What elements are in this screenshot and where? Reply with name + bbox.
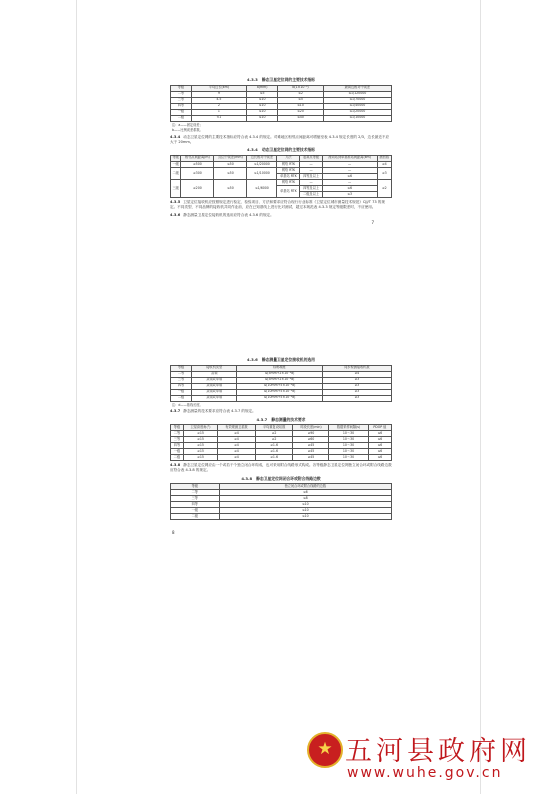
table-cell: ≥45 — [293, 443, 329, 449]
header-cell: PDOP 值 — [368, 425, 391, 431]
clause-number: 4.3.4 — [170, 134, 181, 139]
table-title-text: 静态卫星定位网闭合环或附合线路边数 — [256, 475, 321, 481]
table-cell: — — [322, 167, 377, 173]
header-cell: 数据采样间隔(s) — [329, 425, 368, 431]
table-cell: 10～30 — [329, 449, 368, 455]
table-cell: — — [322, 180, 377, 186]
header-cell: 平均重复设站数 — [255, 425, 293, 431]
table-note: 注：d——基线长度。 — [172, 402, 203, 407]
table-cell: 二级 — [171, 514, 220, 520]
table-cell: 双频或单频 — [192, 395, 237, 401]
clause-4-3-4 — [170, 135, 392, 145]
clause-text: 静态测量的技术要求应符合表 4.3.7 的规定。 — [183, 409, 256, 414]
table-cell: ≤6 — [368, 449, 391, 455]
table-4-3-8-title — [170, 476, 392, 482]
table-cell: 双频或单频 — [192, 377, 237, 383]
table-cell: 10～30 — [329, 443, 368, 449]
table-cell: ≥90 — [293, 431, 329, 437]
table-4-3-3 — [170, 85, 392, 122]
table-cell: 双频或单频 — [192, 383, 237, 389]
site-watermark — [295, 728, 557, 786]
page-number-lower: 8 — [172, 530, 175, 536]
table-title-text: 静态测量卫星定位接收机的选用 — [261, 357, 315, 362]
table-cell: 二级 — [171, 167, 181, 179]
table-cell: ≤6 — [368, 443, 391, 449]
table-cell: 二级 — [171, 455, 184, 461]
table-cell: ≥15 — [183, 455, 217, 461]
table-cell: ≤50 — [214, 167, 247, 179]
table-cell: ≥15 — [183, 431, 217, 437]
table-cell: ≥3 — [322, 395, 391, 401]
table-cell: 网络 RTK — [277, 180, 300, 186]
site-name: 五河县政府网 — [345, 736, 531, 767]
table-cell: 网络 RTK — [277, 161, 300, 167]
table-cell: — — [300, 161, 322, 167]
table-cell: — — [300, 180, 322, 186]
table-cell: ≤6 — [219, 490, 391, 496]
table-cell: 二等 — [171, 371, 192, 377]
table-cell: ≤5 — [246, 91, 277, 97]
table-cell: ≥4 — [218, 443, 256, 449]
table-number: 4.3.4 — [247, 147, 258, 153]
header-cell: 标称精度 — [237, 365, 322, 371]
header-cell: 卫星高度角(°) — [183, 425, 217, 431]
table-cell: 二等 — [171, 431, 184, 437]
header-cell: 独立闭合环或附合线路的边数 — [219, 484, 391, 490]
table-cell: ≤1/6000 — [247, 180, 277, 198]
table-number: 4.3.3 — [247, 77, 258, 82]
table-cell: 三等 — [171, 377, 192, 383]
clause-4-3-6 — [170, 213, 392, 218]
table-cell: ≤(10mm+5×10⁻⁶d) — [237, 383, 322, 389]
table-cell: 一级 — [171, 449, 184, 455]
header-cell: 平均边长(km) — [191, 85, 246, 91]
page-number-upper: 7 — [371, 219, 374, 225]
clause-text: 卫星定位接收机应按照规定进行检定、检验项目、方法和要求应符合现行行业标准《卫星定位城市测量技术规范》CJJ/T 73 的规定。不同类型、不同品牌的接收机共同作业前，应在已知基线上进行比对测试，超过本规范表 4.3.3 规定等级限差时，不应使用。 — [170, 200, 385, 210]
clause-number: 4.3.6 — [170, 212, 181, 217]
clause-4-3-5 — [170, 200, 392, 210]
table-cell: 网络 RTK — [277, 167, 300, 173]
table-cell: ≤5 — [278, 97, 323, 103]
table-cell: <1 — [191, 115, 246, 121]
table-4-3-4-title — [170, 147, 392, 153]
page-border-right — [480, 0, 481, 794]
table-cell: 三等 — [171, 437, 184, 443]
table-cell: ≤1/20000 — [247, 161, 277, 167]
table-cell: ≥45 — [293, 449, 329, 455]
header-cell: 边长相对中误差 — [247, 155, 277, 161]
table-4-3-3-title — [170, 77, 392, 83]
table-cell: 四等及以上 — [300, 173, 322, 179]
table-cell: 二级及以上 — [300, 192, 322, 198]
header-cell: 点位中误差(mm) — [214, 155, 247, 161]
table-cell: ≥60 — [293, 437, 329, 443]
table-cell: 一级 — [171, 389, 192, 395]
table-cell: ≤10 — [219, 514, 391, 520]
table-cell: 单基站 RTK — [277, 186, 300, 198]
table-cell: ≤20 — [278, 109, 323, 115]
table-cell: ≤1/70000 — [323, 97, 391, 103]
table-cell: ≤50 — [214, 180, 247, 198]
table-cell: 二级 — [171, 115, 192, 121]
header-cell: 等级 — [171, 425, 184, 431]
table-cell: ≥3 — [322, 389, 391, 395]
table-row — [171, 115, 392, 121]
table-cell: ≤6 — [368, 437, 391, 443]
table-cell: ≥4 — [322, 371, 391, 377]
table-cell: 二等 — [171, 91, 192, 97]
table-cell: 双频 — [192, 371, 237, 377]
header-cell: 流动站到单基准站间距离(km) — [322, 155, 377, 161]
table-4-3-7-title — [170, 417, 392, 423]
table-cell: 单基站 RTK — [277, 173, 300, 179]
clause-text: 静态测量卫星定位接收机的选用应符合表 4.3.6 的规定。 — [183, 212, 274, 217]
table-cell: — — [322, 161, 377, 167]
clause-4-3-7 — [170, 409, 392, 414]
table-cell: 4.5 — [191, 97, 246, 103]
table-cell: ≥200 — [181, 180, 214, 198]
table-cell: ≤1/10000 — [323, 115, 391, 121]
table-cell: ≤10 — [246, 109, 277, 115]
clause-number: 4.3.5 — [170, 200, 181, 205]
scan-page-lower — [170, 356, 392, 536]
header-cell: 等级 — [172, 155, 179, 160]
table-row — [171, 514, 392, 520]
table-cell: ≤6 — [322, 173, 377, 179]
table-cell: 三等 — [171, 496, 220, 502]
table-cell: ≥15 — [183, 449, 217, 455]
table-cell: 双频或单频 — [192, 389, 237, 395]
table-row — [171, 395, 392, 401]
table-cell: ≥1.6 — [255, 443, 293, 449]
table-cell: 10～30 — [329, 455, 368, 461]
table-cell: ≤2 — [278, 91, 323, 97]
table-cell: 四等 — [171, 103, 192, 109]
table-cell: 四等及以上 — [300, 186, 322, 192]
table-cell: ≤(10mm+5×10⁻⁶d) — [237, 395, 322, 401]
table-cell: ≥1.6 — [255, 455, 293, 461]
clause-number: 4.3.7 — [170, 409, 181, 414]
table-cell: ≥500 — [181, 161, 214, 167]
table-cell: ≤1/20000 — [323, 109, 391, 115]
table-4-3-8 — [170, 483, 392, 520]
header-cell: 方法 — [277, 155, 300, 161]
table-number: 4.3.7 — [256, 416, 268, 422]
table-cell: 一级 — [171, 109, 192, 115]
table-cell: 9 — [191, 91, 246, 97]
scan-page-upper — [170, 76, 392, 226]
table-cell: ≤1/120000 — [323, 91, 391, 97]
site-url: www.wuhe.gov.cn — [347, 765, 503, 781]
table-cell: ≥300 — [181, 167, 214, 179]
header-cell: 最弱边相对中误差 — [323, 85, 391, 91]
clause-4-3-8 — [170, 463, 392, 473]
table-row — [171, 455, 392, 461]
header-cell: b(1×10⁻⁶) — [278, 85, 323, 91]
table-title-text: 静态测量的技术要求 — [271, 416, 306, 422]
header-cell: 相邻点间距离(m) — [181, 155, 214, 161]
table-cell: 四等 — [171, 443, 184, 449]
table-4-3-4 — [170, 155, 392, 198]
national-emblem-icon: ★ — [307, 732, 343, 768]
header-cell: 同步观测接收机数 — [322, 365, 391, 371]
page-border-left — [76, 0, 77, 794]
table-cell: ≥45 — [293, 455, 329, 461]
table-cell: ≤10 — [246, 103, 277, 109]
table-cell: 三等 — [171, 97, 192, 103]
table-cell: 10～30 — [329, 431, 368, 437]
table-cell: 一级 — [171, 508, 220, 514]
table-cell: 四等 — [171, 502, 220, 508]
table-cell: ≤10 — [219, 502, 391, 508]
table-note: 注：a——固定误差； — [172, 122, 203, 127]
table-cell: ≥3 — [322, 383, 391, 389]
table-title-text: 动态卫星定位网的主要技术指标 — [261, 147, 315, 153]
table-cell: 二级 — [171, 395, 192, 401]
table-cell: ≤10 — [219, 508, 391, 514]
table-cell: 二等 — [171, 490, 220, 496]
table-cell: ≥4 — [218, 437, 256, 443]
table-cell: ≤(5mm+2×10⁻⁶d) — [237, 371, 322, 377]
table-cell: ≥15 — [183, 443, 217, 449]
table-cell: ≥3 — [322, 377, 391, 383]
table-cell: 一级 — [172, 161, 179, 166]
table-number: 4.3.6 — [247, 357, 258, 362]
header-cell: 等级 — [171, 484, 220, 490]
table-4-3-7 — [170, 424, 392, 461]
table-cell: ≥2 — [255, 437, 293, 443]
table-cell: ≤8 — [219, 496, 391, 502]
table-cell: ≥2 — [377, 180, 391, 198]
table-cell: ≥4 — [218, 455, 256, 461]
header-cell: a(mm) — [246, 85, 277, 91]
table-cell: 1 — [191, 109, 246, 115]
table-cell: ≥4 — [377, 161, 391, 167]
header-cell: 等级 — [171, 365, 192, 371]
clause-text: 动态卫星定位网的主要技术指标应符合表 4.3.4 的规定。对难地区相邻点间距离可增缩至表 4.3.4 规定长度的 2/3，边长最近不应大于 20mm。 — [170, 134, 390, 145]
table-cell: 10～30 — [329, 437, 368, 443]
table-cell: ≤1/40000 — [323, 103, 391, 109]
table-cell: 四等 — [171, 383, 192, 389]
table-cell: ≤40 — [278, 115, 323, 121]
table-cell: ≥2 — [255, 431, 293, 437]
table-cell: 三级 — [171, 180, 181, 198]
header-cell: 时段长度(min) — [293, 425, 329, 431]
table-cell: ≤10 — [246, 97, 277, 103]
table-number: 4.3.8 — [241, 475, 253, 481]
header-cell: 等级 — [171, 85, 192, 91]
table-4-3-6-title — [170, 357, 392, 363]
table-title-text: 静态卫星定位网的主要技术指标 — [261, 77, 315, 82]
table-cell: — — [300, 167, 322, 173]
table-cell: ≤1/10000 — [247, 167, 277, 179]
table-cell: ≤6 — [368, 455, 391, 461]
table-4-3-6 — [170, 365, 392, 402]
table-cell: ≤(10mm+5×10⁻⁶d) — [237, 389, 322, 395]
table-cell: ≥15 — [183, 437, 217, 443]
table-cell: ≤10 — [246, 115, 277, 121]
table-cell: ≤10 — [278, 103, 323, 109]
clause-number: 4.3.8 — [170, 463, 181, 468]
header-cell: 起算点等级 — [300, 155, 322, 161]
table-cell: ≥1.6 — [255, 449, 293, 455]
table-cell: ≤6 — [368, 431, 391, 437]
table-cell: ≤(5mm+2×10⁻⁶d) — [237, 377, 322, 383]
header-cell: 接收机类型 — [192, 365, 237, 371]
header-cell: 有效观测卫星数 — [218, 425, 256, 431]
table-cell: 2 — [191, 103, 246, 109]
header-cell: 测回数 — [377, 155, 391, 161]
table-cell: ≤3 — [322, 192, 377, 198]
table-cell: ≥3 — [377, 167, 391, 179]
table-note: b——比例误差系数。 — [172, 128, 203, 133]
table-cell: ≥4 — [218, 431, 256, 437]
table-cell: ≤6 — [322, 186, 377, 192]
table-cell: ≤50 — [214, 161, 247, 167]
table-cell: ≥4 — [218, 449, 256, 455]
clause-text: 静态卫星定位网应由一个或若干个独立闭合环构成，也可采用附合线路形式构成。各等级静态卫星定位网独立闭合环或附合线路边数应符合表 4.3.8 的规定。 — [170, 463, 392, 473]
